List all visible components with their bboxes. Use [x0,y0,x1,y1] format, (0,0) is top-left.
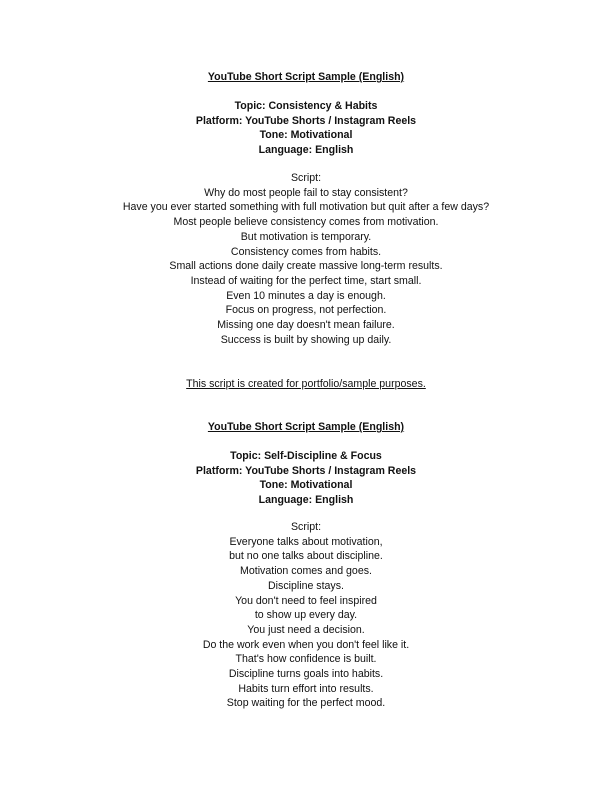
section-2-script [0,520,612,711]
script-line: Habits turn effort into results. [238,682,374,695]
script-line: Missing one day doesn't mean failure. [217,319,395,332]
script-line: Success is built by showing up daily. [220,333,392,346]
script-line: Consistency comes from habits. [230,245,382,258]
script-line: Everyone talks about motivation, [229,535,383,548]
script-line: Even 10 minutes a day is enough. [226,289,386,302]
script-line: but no one talks about discipline. [229,550,383,563]
script-line: Why do most people fail to stay consistent? [204,186,408,199]
platform: Platform: YouTube Shorts / Instagram Reels [195,114,417,127]
footer-note-block [0,377,612,392]
script-line: Most people believe consistency comes from motivation. [173,216,439,229]
script-line: Focus on progress, not perfection. [225,304,387,317]
script-line: Small actions done daily create massive long-term results. [169,260,443,273]
script-line: Stop waiting for the perfect mood. [226,697,386,710]
document-title: YouTube Short Script Sample (English) [207,71,405,83]
topic: Topic: Consistency & Habits [234,100,378,112]
script-line: You just need a decision. [247,623,365,636]
script-line: That's how confidence is built. [235,653,377,666]
tone: Tone: Motivational [259,479,353,492]
script-line: Discipline stays. [268,579,344,592]
script-line: Have you ever started something with full motivation but quit after a few days? [122,201,490,214]
script-line: Discipline turns goals into habits. [228,668,384,681]
footer-note: This script is created for portfolio/sample purposes. [186,378,426,390]
script-line: You don't need to feel inspired [235,594,377,607]
document-title: YouTube Short Script Sample (English) [207,421,405,433]
script-line: Instead of waiting for the perfect time, start small. [190,274,422,287]
section-1-meta [0,99,612,158]
script-label: Script: [290,172,322,184]
script-label: Script: [290,521,322,533]
script-line: Do the work even when you don't feel like it. [202,638,410,651]
topic: Topic: Self-Discipline & Focus [230,450,382,462]
language: Language: English [258,494,354,507]
script-line: Motivation comes and goes. [240,565,372,578]
section-1 [0,70,612,85]
script-line: to show up every day. [254,609,358,622]
platform: Platform: YouTube Shorts / Instagram Reels [195,464,417,477]
script-line: But motivation is temporary. [240,230,372,243]
section-2-meta [0,449,612,508]
language: Language: English [258,144,354,157]
tone: Tone: Motivational [259,129,353,142]
section-2 [0,420,612,435]
section-1-script [0,171,612,347]
